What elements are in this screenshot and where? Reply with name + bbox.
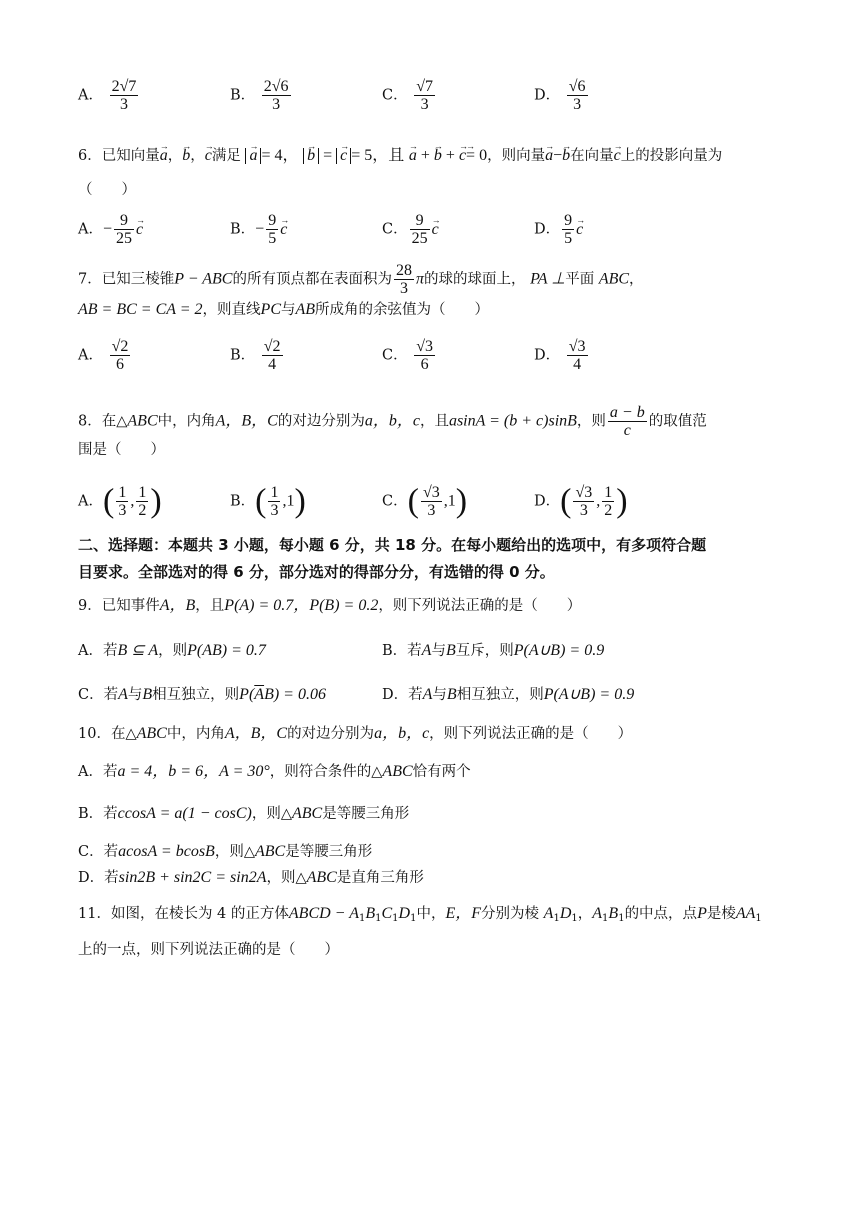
angles: A，B，C xyxy=(224,725,288,742)
option-text: ，则△ xyxy=(266,870,307,886)
vector-a: → a xyxy=(409,146,417,166)
q10-option-a xyxy=(78,762,471,782)
triangle: ABC xyxy=(127,412,158,430)
q9-option-d xyxy=(382,685,634,705)
vector-c: → c xyxy=(576,220,583,240)
math: ABC xyxy=(291,805,323,822)
condition: = 4， xyxy=(261,147,299,164)
option-label: D． xyxy=(534,221,561,238)
denominator: 5 xyxy=(564,230,573,247)
vector-c: → c xyxy=(614,146,621,166)
numerator: √3 xyxy=(568,338,586,355)
q8-option-d: D．( $\frac{√3}{3}$ , $\frac{1}{2}$ ) xyxy=(534,482,628,520)
math: P(A∪B) = 0.9 xyxy=(513,642,605,659)
option-label: C． xyxy=(382,347,408,364)
tail: ,1 xyxy=(443,492,456,510)
stem-text: ， xyxy=(629,271,644,288)
stem-text: 中，内角 xyxy=(166,726,225,742)
denominator: 3 xyxy=(579,502,588,519)
question-number: 9． xyxy=(78,598,102,614)
option-label: B．若 xyxy=(382,643,422,659)
q8-stem-line1 xyxy=(78,404,707,439)
subscript: 1 xyxy=(553,913,560,924)
q6-option-d xyxy=(534,212,583,247)
math: D xyxy=(398,905,411,922)
option-text: 是等腰三角形 xyxy=(322,806,410,822)
vector-c: → c xyxy=(432,220,439,240)
vector-c: → c xyxy=(136,220,143,240)
numerator: 9 xyxy=(410,212,430,230)
vector-b: → b xyxy=(434,146,442,166)
stem-text: ，则下列说法正确的是（ ） xyxy=(429,726,633,742)
option-label: C．若 xyxy=(78,687,119,703)
question-number: 8． xyxy=(78,413,102,430)
denominator: 2 xyxy=(604,502,613,519)
vector-a: → a xyxy=(160,146,168,166)
option-label: D． xyxy=(534,493,561,510)
option-text: 与 xyxy=(432,687,447,703)
denominator: c xyxy=(623,422,631,439)
stem-text: 与 xyxy=(281,302,296,318)
subscript: 1 xyxy=(375,913,382,924)
option-label: A．若 xyxy=(78,643,118,659)
denominator: 3 xyxy=(399,280,408,297)
denominator: 3 xyxy=(427,502,436,519)
subscript: 1 xyxy=(618,913,625,924)
q11-stem-line2: 上的一点，则下列说法正确的是（ ） xyxy=(78,942,339,958)
math: ABC xyxy=(382,763,413,780)
subscript: 1 xyxy=(755,913,762,924)
q6-option-b xyxy=(230,212,287,247)
numerator: √2 xyxy=(111,338,129,355)
stem-text: 的球的球面上， xyxy=(423,271,526,288)
math: ccosA = a(1 − cosC) xyxy=(117,805,252,822)
denominator: 3 xyxy=(420,96,429,113)
question-number: 7． xyxy=(78,271,102,288)
stem-text: ，则向量 xyxy=(487,148,546,164)
option-text: ，则 xyxy=(158,643,188,659)
point-p: P xyxy=(697,905,707,922)
math: B xyxy=(446,686,457,703)
denominator: 3 xyxy=(270,502,279,519)
denominator: 4 xyxy=(268,356,277,373)
math: D xyxy=(559,905,572,922)
option-text: ，则△ xyxy=(251,806,292,822)
option-label: B．若 xyxy=(78,806,118,822)
stem-text: 如图，在棱长为 4 的正方体 xyxy=(110,906,289,922)
prob-a: P(A) = 0.7， xyxy=(224,597,310,614)
q10-stem xyxy=(78,724,632,744)
q5-option-c xyxy=(382,78,437,113)
denominator: 25 xyxy=(116,230,133,247)
numerator: √2 xyxy=(263,338,281,355)
pyramid: P − ABC xyxy=(174,270,233,288)
stem-text: ，则下列说法正确的是（ ） xyxy=(378,598,582,614)
math: A xyxy=(421,642,432,659)
vector-c: → c xyxy=(340,146,347,166)
option-label: D．若 xyxy=(78,870,119,886)
section-2-heading-line1: 二、选择题：本题共 3 小题，每小题 6 分，共 18 分。在每小题给出的选项中，有多项符合题 xyxy=(78,536,707,554)
minus: − xyxy=(553,147,563,164)
prob-b: P(B) = 0.2 xyxy=(309,597,379,614)
math: P(AB) = 0.7 xyxy=(187,642,266,659)
numerator: a − b xyxy=(609,404,645,421)
condition: = 5，且 xyxy=(351,147,405,164)
math: A xyxy=(422,686,433,703)
sep: ， xyxy=(190,148,205,164)
zero-vector: → = 0 xyxy=(466,146,487,166)
stem-text: 的取值范 xyxy=(648,413,707,430)
option-label: A． xyxy=(78,347,103,364)
denominator: 6 xyxy=(115,356,124,373)
q7-stem-line2 xyxy=(78,300,489,320)
q5-option-a xyxy=(78,78,140,113)
subscript: 1 xyxy=(602,913,609,924)
stem-text: 在△ xyxy=(110,726,137,742)
perp: PA ⊥ xyxy=(530,270,566,288)
q8-option-b: B．( $\frac{1}{3}$ ,1) xyxy=(230,482,306,520)
math-complement: $\overline{A}$ xyxy=(254,686,265,703)
math: B xyxy=(142,686,153,703)
q11-stem-line1: 11．如图，在棱长为 4 的正方体ABCD − $A_1B_1C_1D_1$中，E，F分别为棱 $A_1D_1$，$A_1B_1$的中点，点P是棱$AA_1$ xyxy=(78,905,762,924)
vector-b: → b xyxy=(562,146,570,166)
math: B ⊆ A xyxy=(117,642,159,659)
q7-stem-line1 xyxy=(78,262,644,297)
angles: A，B，C xyxy=(215,412,278,430)
question-number: 11． xyxy=(78,906,111,922)
math: B) = 0.06 xyxy=(264,686,326,703)
option-label: D． xyxy=(534,347,561,364)
q9-option-a xyxy=(78,641,266,661)
q7-option-b xyxy=(230,338,285,373)
vector-b: → b xyxy=(307,146,315,166)
math: A xyxy=(118,686,128,703)
tail: ,1 xyxy=(282,492,295,510)
math: ABC xyxy=(254,843,286,860)
numerator: √3 xyxy=(422,484,440,501)
q9-option-b xyxy=(382,641,604,661)
vector-b: → b xyxy=(182,146,190,166)
option-text: 与 xyxy=(431,643,446,659)
q10-option-b xyxy=(78,804,409,824)
stem-text: 满足 xyxy=(211,148,241,164)
equation: AB = BC = CA = 2 xyxy=(78,301,203,318)
option-label: A． xyxy=(78,221,103,238)
stem-text: ，则 xyxy=(576,413,606,430)
vector-c: → c xyxy=(280,220,287,240)
math: B xyxy=(445,642,456,659)
denominator: 5 xyxy=(268,230,277,247)
line-ab: AB xyxy=(295,301,316,318)
option-label: C． xyxy=(382,221,408,238)
vector-a: → a xyxy=(545,146,553,166)
condition: asinA = (b + c)sinB xyxy=(448,412,577,430)
numerator: √7 xyxy=(416,78,433,95)
stem-text: 中， xyxy=(416,906,446,922)
math: B xyxy=(608,905,619,922)
option-text: 相互独立，则 xyxy=(152,687,240,703)
question-number: 10． xyxy=(78,726,111,742)
question-number: 6． xyxy=(78,148,102,164)
stem-text: 上的投影向量为 xyxy=(620,148,723,164)
math: P(A∪B) = 0.9 xyxy=(543,686,635,703)
option-label: A．若 xyxy=(78,764,118,780)
q8-option-c: C．( $\frac{√3}{3}$ ,1) xyxy=(382,482,468,520)
denominator: 3 xyxy=(573,96,582,113)
math: P( xyxy=(239,686,255,703)
numerator: 1 xyxy=(118,484,127,501)
option-label: C． xyxy=(382,87,408,104)
option-label: B． xyxy=(230,87,256,104)
stem-text: 平面 xyxy=(565,271,595,288)
denominator: 3 xyxy=(119,96,128,113)
q6-option-a xyxy=(78,212,143,247)
denominator: 25 xyxy=(411,230,428,247)
q6-paren: （ ） xyxy=(78,182,136,198)
sides: a，b，c xyxy=(364,412,420,430)
q6-option-c xyxy=(382,212,439,247)
q10-option-d xyxy=(78,868,424,888)
triangle: ABC xyxy=(136,725,167,742)
numerator: 1 xyxy=(270,484,279,501)
stem-text: 的所有顶点都在表面积为 xyxy=(232,271,392,288)
denominator: 3 xyxy=(118,502,127,519)
numerator: 9 xyxy=(114,212,134,230)
numerator: 2√6 xyxy=(263,78,289,95)
stem-text: 已知事件 xyxy=(101,598,160,614)
option-text: 与 xyxy=(127,687,143,703)
line-pc: PC xyxy=(260,301,281,318)
math: acosA = bcosB xyxy=(118,843,215,860)
sides: a，b，c xyxy=(374,725,430,742)
stem-text: 已知三棱锥 xyxy=(101,271,175,288)
vector-c: → c xyxy=(205,146,212,166)
stem-text: ，且 xyxy=(195,598,225,614)
option-label: D． xyxy=(534,87,561,104)
sign: − xyxy=(102,220,113,238)
stem-text: ，则直线 xyxy=(202,302,261,318)
denominator: 4 xyxy=(573,356,582,373)
option-text: 是直角三角形 xyxy=(336,870,424,886)
q8-option-a: A．( $\frac{1}{3}$ , $\frac{1}{2}$ ) xyxy=(78,482,162,520)
stem-text: 所成角的余弦值为（ ） xyxy=(315,302,490,318)
subscript: 1 xyxy=(392,913,399,924)
q8-stem-line2: 围是（ ） xyxy=(78,442,165,458)
numerator: 1 xyxy=(138,484,147,501)
points-ef: E，F xyxy=(445,905,482,922)
vector-c: → c xyxy=(459,146,466,166)
stem-text: 在向量 xyxy=(570,148,614,164)
math: ABCD − A xyxy=(288,905,359,922)
subscript: 1 xyxy=(410,913,417,924)
option-text: 是等腰三角形 xyxy=(285,844,373,860)
q5-option-d xyxy=(534,78,590,113)
option-text: 相互独立，则 xyxy=(456,687,544,703)
q6-stem: 6．已知向量→ a，→ b，→ c满足 → a = 4， → b = → c = 5，且 → a + → b + → c→ = 0，则向量→ a−→ b在向量→ c上的投影向量为 xyxy=(78,146,722,166)
subscript: 1 xyxy=(358,913,366,924)
sep: ， xyxy=(167,148,183,164)
stem-text: 是棱 xyxy=(706,906,736,922)
pi: π xyxy=(415,270,424,288)
option-text: 恰有两个 xyxy=(412,764,471,780)
q7-option-a xyxy=(78,338,132,373)
option-label: A． xyxy=(78,87,103,104)
option-text: 互斥，则 xyxy=(455,643,514,659)
q10-option-c xyxy=(78,842,372,862)
stem-text: 已知向量 xyxy=(101,148,160,164)
stem-text: 的对边分别为 xyxy=(277,413,365,430)
denominator: 2 xyxy=(138,502,147,519)
events: A，B xyxy=(159,597,196,614)
stem-text: 分别为棱 xyxy=(481,906,540,922)
option-label: C．若 xyxy=(78,844,119,860)
edge-aa: AA xyxy=(735,905,756,922)
numerator: 1 xyxy=(604,484,613,501)
option-label: A． xyxy=(78,493,103,510)
denominator: 6 xyxy=(420,356,429,373)
option-label: B． xyxy=(230,347,256,364)
math: a = 4，b = 6，A = 30° xyxy=(117,763,270,780)
math: B xyxy=(365,905,376,922)
stem-text: 在△ xyxy=(101,413,128,430)
math: ABC xyxy=(306,869,337,886)
plane: ABC xyxy=(598,270,630,288)
stem-text: 中，内角 xyxy=(157,413,216,430)
q7-option-c xyxy=(382,338,437,373)
vector-a: → a xyxy=(249,146,257,166)
option-label: D．若 xyxy=(382,687,423,703)
numerator: 28 xyxy=(395,262,412,279)
sign: − xyxy=(255,220,265,238)
stem-text: ，且 xyxy=(419,413,449,430)
math: sin2B + sin2C = sin2A xyxy=(118,869,267,886)
numerator: 9 xyxy=(564,212,573,229)
q7-option-d xyxy=(534,338,590,373)
numerator: √3 xyxy=(575,484,593,501)
option-label: B． xyxy=(230,493,256,510)
denominator: 3 xyxy=(272,96,281,113)
q9-option-c xyxy=(78,685,326,705)
stem-text: 的对边分别为 xyxy=(287,726,375,742)
subscript: 1 xyxy=(571,913,578,924)
stem-text: 的中点，点 xyxy=(624,906,698,922)
option-label: C． xyxy=(382,493,408,510)
numerator: √6 xyxy=(568,78,586,95)
option-text: ，则△ xyxy=(214,844,255,860)
q9-stem xyxy=(78,596,581,616)
q5-option-b xyxy=(230,78,293,113)
numerator: 9 xyxy=(268,212,277,229)
numerator: √3 xyxy=(416,338,433,355)
option-label: B． xyxy=(230,221,256,238)
section-2-heading-line2: 目要求。全部选对的得 6 分，部分选对的得部分分，有选错的得 0 分。 xyxy=(78,563,555,581)
option-text: ，则符合条件的△ xyxy=(269,764,383,780)
math: C xyxy=(381,905,393,922)
numerator: 2√7 xyxy=(111,78,137,95)
